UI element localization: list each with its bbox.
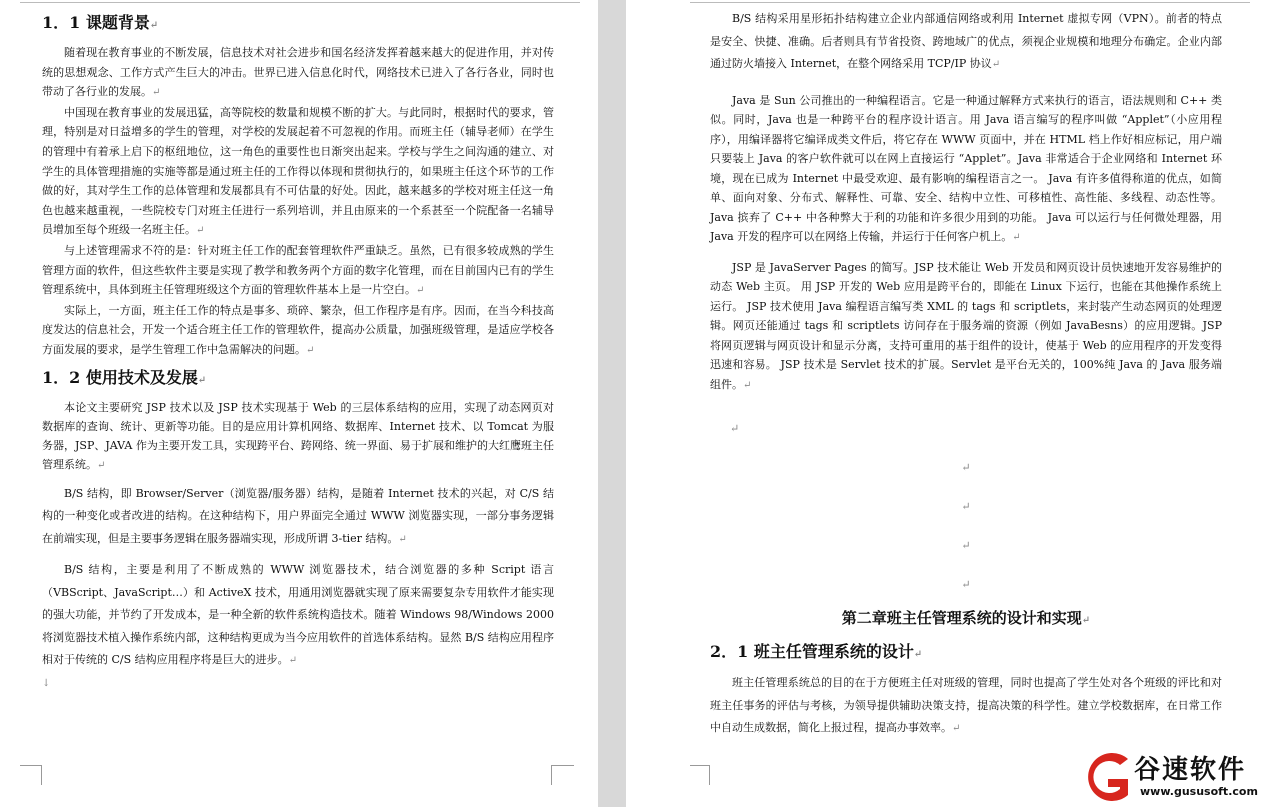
- empty-paragraph: ↵: [961, 539, 971, 552]
- empty-paragraph: ↵: [730, 422, 740, 435]
- empty-paragraph: ↵: [961, 578, 971, 591]
- paragraph: 与上述管理需求不符的是：针对班主任工作的配套管理软件严重缺乏。虽然，已有很多较成熟的学生管理方面的软件，但这些软件主要是实现了教学和教务两个方面的数字化管理，而在目前国内已有的学生管理系统中，具体到班主任管理班级这个方面的管理软件基本上是一片空白。↵: [42, 243, 554, 297]
- section-heading: 1．1 课题背景↵: [42, 13, 159, 32]
- left-page-content: [42, 8, 554, 695]
- section-heading: 2．1 班主任管理系统的设计↵: [710, 642, 923, 661]
- page-gap: [598, 0, 626, 807]
- empty-paragraph: ↵: [961, 461, 971, 474]
- crop-mark: [41, 765, 42, 785]
- brand-url: www.gususoft.com: [1140, 785, 1258, 798]
- brand-watermark: [1078, 745, 1268, 805]
- crop-mark: [690, 765, 710, 766]
- page-top-border: [20, 2, 580, 3]
- page-top-border: [690, 2, 1250, 3]
- paragraph: B/S 结构，主要是利用了不断成熟的 WWW 浏览器技术，结合浏览器的多种 Script 语言（VBScript、JavaScript…）和 ActiveX 技术，用通用浏览器就实现了原来需要复杂专用软件才能实现的强大功能，并节约了开发成本，是一种全新的软件系统构造技术。随着 Windows 98/Windows 2000 将浏览器技术植入操作系统内部，这种结构更成为当今应用软件的首选体系结构。显然 B/S 结构应用程序相对于传统的 C/S 结构应用程序将是巨大的进步。↵: [42, 563, 554, 666]
- brand-logo-icon: [1078, 749, 1134, 805]
- paragraph-mark: ↓: [42, 677, 51, 689]
- paragraph: Java 是 Sun 公司推出的一种编程语言。它是一种通过解释方式来执行的语言，语法规则和 C++ 类似。同时，Java 也是一种跨平台的程序设计语言。用 Java 语言编写的程序叫做 “Applet”（小应用程序），用编译器将它编译成类文件后，将它存在 WWW 页面中，并在 HTML 档上作好相应标记，用户端只要装上 Java 的客户软件就可以在网上直接运行 “Applet”。Java 非常适合于企业网络和 Internet 环境，现在已成为 Internet 中最受欢迎、最有影响的编程语言之一。 Java 有许多值得称道的优点，如简单、面向对象、分布式、解释性、可靠、安全、结构中立性、可移植性、高性能、多线程、动态性等。 Java 摈弃了 C++ 中各种弊大于利的功能和许多很少用到的功能。 Java 可以运行与任何微处理器，用 Java 开发的程序可以在网络上传输，并运行于任何客户机上。↵: [710, 93, 1222, 243]
- paragraph: JSP 是 JavaServer Pages 的简写。JSP 技术能让 Web 开发员和网页设计员快速地开发容易维护的动态 Web 主页。 用 JSP 开发的 Web 应用是跨平台的，即能在 Linux 下运行，也能在其他操作系统上运行。 JSP 技术使用 Java 编程语言编写类 XML 的 tags 和 scriptlets，来封装产生动态网页的处理逻辑。网页还能通过 tags 和 scriptlets 访问存在于服务端的资源（例如 JavaBesns）的应用逻辑。JSP 将网页逻辑与网页设计和显示分离，支持可重用的基于组件的设计，使基于 Web 的应用程序的开发变得迅速和容易。 JSP 技术是 Servlet 技术的扩展。Servlet 是平台无关的，100%纯 Java 的 Java 服务端组件。↵: [710, 260, 1222, 391]
- crop-mark: [552, 765, 574, 766]
- paragraph: 本论文主要研究 JSP 技术以及 JSP 技术实现基于 Web 的三层体系结构的应用，实现了动态网页对数据库的查询、统计、更新等功能。目的是应用计算机网络、数据库、Internet 技术、以 Tomcat 为服务器，JSP、JAVA 作为主要开发工具，实现跨平台、跨网络、统一界面、易于扩展和维护的大红鹰班主任管理系统。↵: [42, 400, 554, 471]
- paragraph: 班主任管理系统总的目的在于方便班主任对班级的管理，同时也提高了学生处对各个班级的评比和对班主任事务的评估与考核，为领导提供辅助决策支持，提高决策的科学性。建立学校数据库，在日常工作中自动生成数据，简化上报过程，提高办事效率。↵: [710, 676, 1222, 734]
- crop-mark: [709, 765, 710, 785]
- brand-name: 谷速软件: [1134, 755, 1247, 785]
- section-heading: 1．2 使用技术及发展↵: [42, 367, 207, 387]
- right-page-content: [710, 8, 1222, 741]
- paragraph: B/S 结构，即 Browser/Server（浏览器/服务器）结构，是随着 Internet 技术的兴起，对 C/S 结构的一种变化或者改进的结构。在这种结构下，用户界面完全通过 WWW 浏览器实现，一部分事务逻辑在前端实现，但是主要事务逻辑在服务器端实现，形成所谓 3-tier 结构。↵: [42, 486, 554, 545]
- crop-mark: [551, 765, 552, 785]
- paragraph: B/S 结构采用星形拓扑结构建立企业内部通信网络或利用 Internet 虚拟专网（VPN）。前者的特点是安全、快捷、准确。后者则具有节省投资、跨地域广的优点，须视企业规模和地理分布确定。企业内部通过防火墙接入 Internet，在整个网络采用 TCP/IP 协议↵: [710, 12, 1222, 70]
- paragraph: 实际上，一方面，班主任工作的特点是事多、琐碎、繁杂，但工作程序是有序。因而，在当今科技高度发达的信息社会，开发一个适合班主任工作的管理软件，提高办公质量，加强班级管理，是适应学校各方面发展的要求，是学生管理工作中急需解决的问题。↵: [42, 303, 554, 356]
- paragraph: 随着现在教育事业的不断发展，信息技术对社会进步和国名经济发挥着越来越大的促进作用，并对传统的思想观念、工作方式产生巨大的冲击。世界已进入信息化时代，网络技术已进入了各行各业，同时也带动了各行业的发展。↵: [42, 46, 554, 99]
- empty-paragraph: ↵: [961, 500, 971, 513]
- chapter-heading: 第二章班主任管理系统的设计和实现↵: [841, 609, 1091, 627]
- paragraph: 中国现在教育事业的发展迅猛，高等院校的数量和规模不断的扩大。与此同时，根据时代的要求，管理，特别是对日益增多的学生的管理，对学校的发展起着不可忽视的作用。而班主任（辅导老师）在学生的管理中有着承上启下的枢纽地位，这一角色的重要性也日渐突出起来。学校与学生之间沟通的建立、对学生的具体管理措施的实施等都是通过班主任的工作得以体现和贯彻执行的，如果班主任这个环节的工作做的好，其对学生工作的总体管理和发展都具有不可估量的好处。因此，越来越多的学校对班主任这一角色也越来越重视，一些院校专门对班主任进行一系列培训，并且由原来的一个系甚至一个院配备一名辅导员增加至每个班级一名班主任。↵: [42, 105, 554, 237]
- crop-mark: [20, 765, 42, 786]
